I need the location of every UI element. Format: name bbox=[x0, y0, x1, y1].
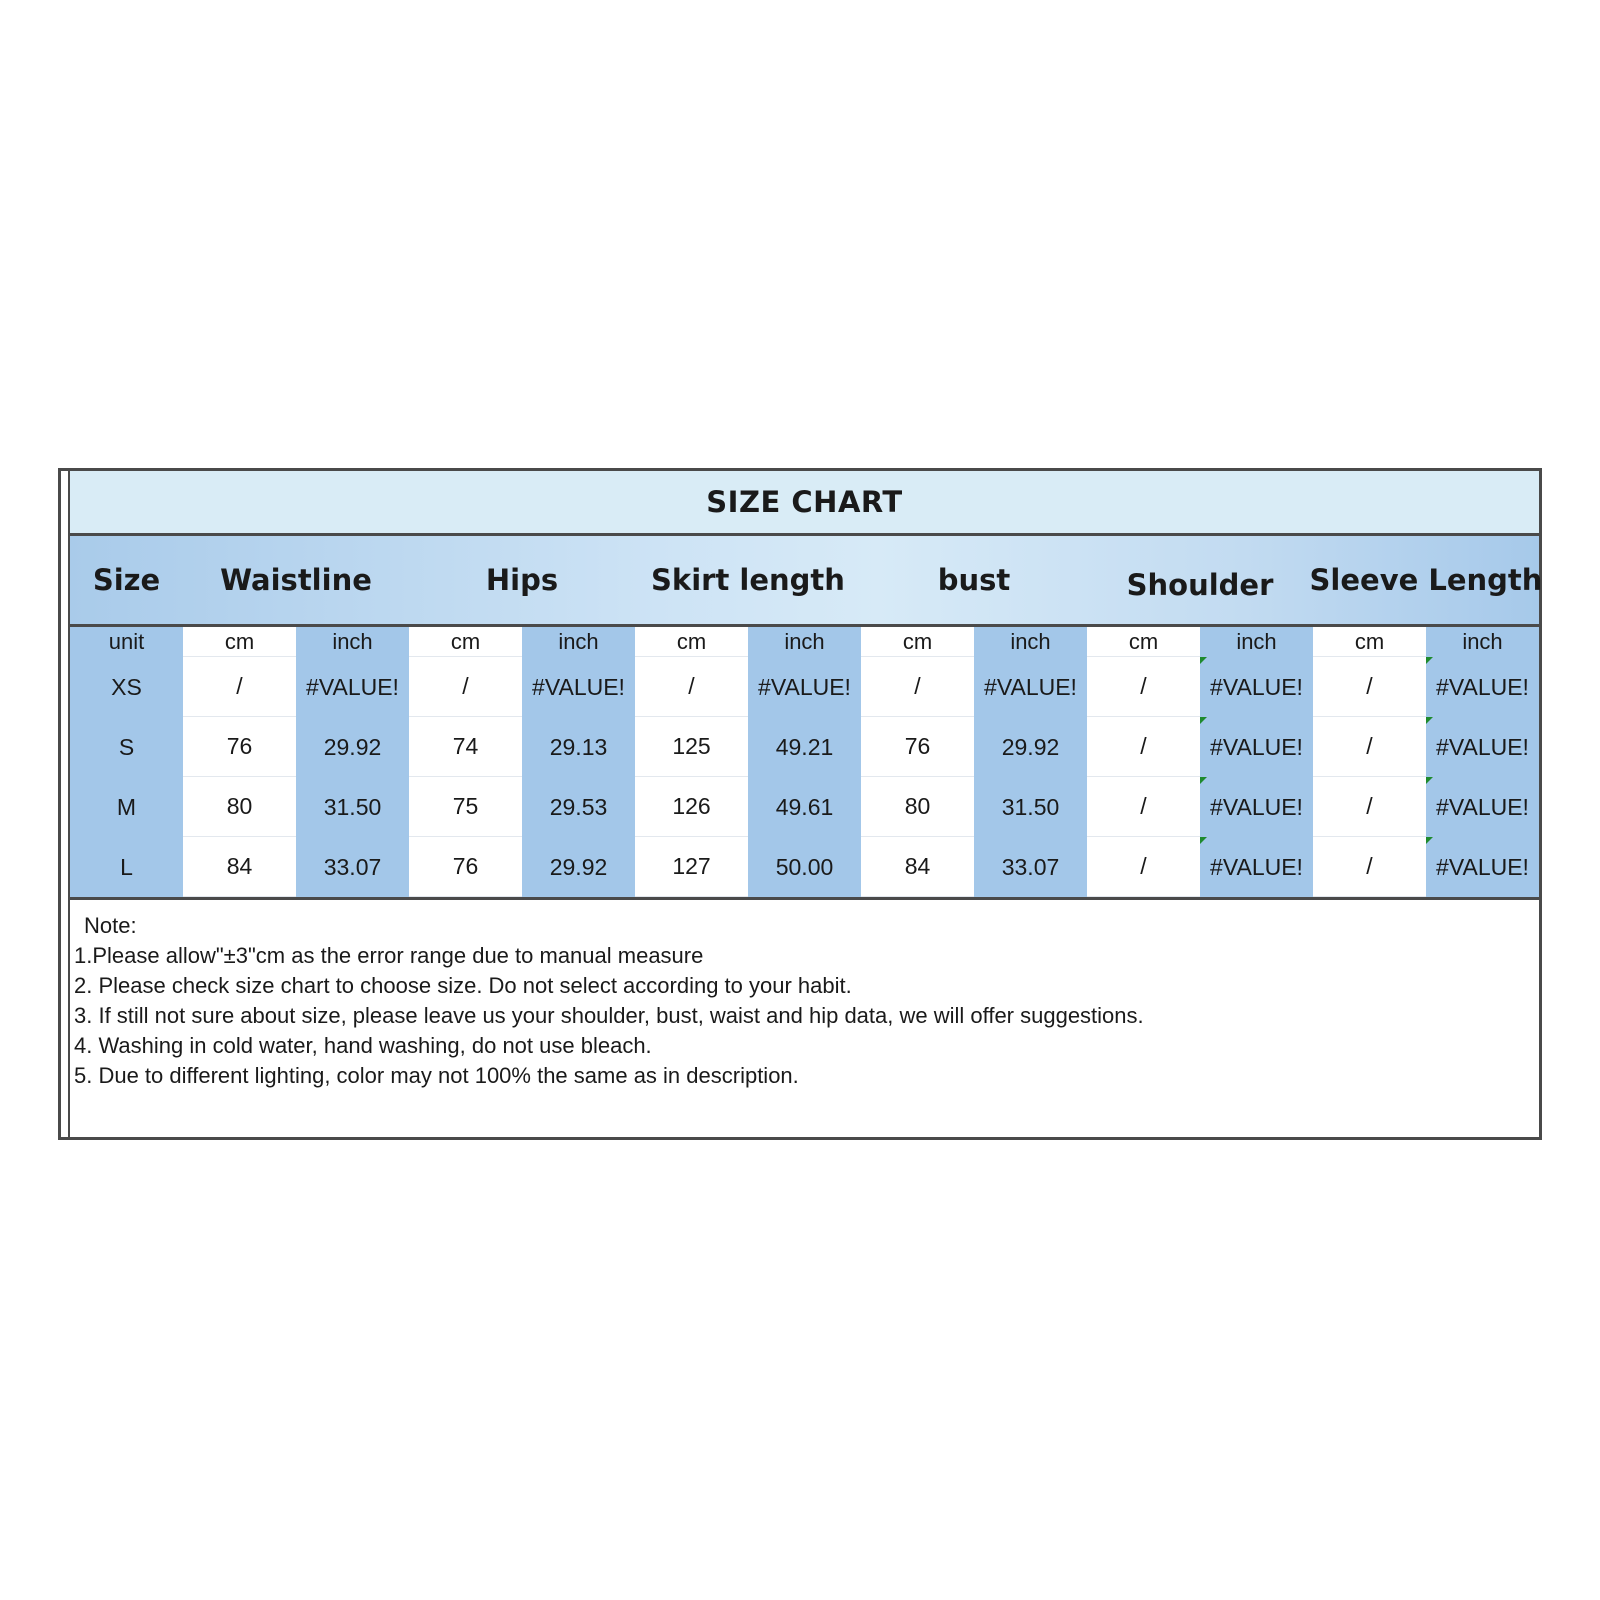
measurement-cell: 126 bbox=[635, 777, 748, 837]
note-line: 2. Please check size chart to choose size. Do not select according to your habit. bbox=[74, 973, 852, 998]
measurement-cell: 29.53 bbox=[522, 777, 635, 837]
measurement-cell: #VALUE! bbox=[1200, 777, 1313, 837]
measurement-cell: #VALUE! bbox=[974, 657, 1087, 717]
measurement-cell: 74 bbox=[409, 717, 522, 777]
measurement-cell: #VALUE! bbox=[1426, 717, 1539, 777]
measurement-cell: / bbox=[1087, 777, 1200, 837]
header-waistline: Waistline bbox=[220, 563, 372, 597]
header-hips: Hips bbox=[485, 563, 559, 597]
size-label: S bbox=[70, 717, 183, 777]
unit-cell: cm bbox=[1087, 627, 1200, 657]
header-sleeve-length: Sleeve Length bbox=[1309, 563, 1543, 597]
measurement-cell: / bbox=[1087, 657, 1200, 717]
measurement-cell: 80 bbox=[183, 777, 296, 837]
size-label: XS bbox=[70, 657, 183, 717]
measurement-cell: 80 bbox=[861, 777, 974, 837]
measurement-cell: #VALUE! bbox=[1200, 837, 1313, 897]
measurement-cell: #VALUE! bbox=[748, 657, 861, 717]
unit-cell: cm bbox=[635, 627, 748, 657]
measurement-cell: 29.92 bbox=[296, 717, 409, 777]
unit-cell: inch bbox=[748, 627, 861, 657]
measurement-cell: 50.00 bbox=[748, 837, 861, 897]
size-label: L bbox=[70, 837, 183, 897]
cell-marker-icon bbox=[1426, 837, 1433, 844]
unit-cell: cm bbox=[183, 627, 296, 657]
unit-cell: inch bbox=[296, 627, 409, 657]
cell-marker-icon bbox=[1426, 717, 1433, 724]
unit-cell: cm bbox=[409, 627, 522, 657]
unit-cell: inch bbox=[1200, 627, 1313, 657]
measurement-cell: / bbox=[1313, 657, 1426, 717]
header-row bbox=[70, 536, 1543, 627]
measurement-cell: #VALUE! bbox=[296, 657, 409, 717]
cell-marker-icon bbox=[1200, 777, 1207, 784]
size-chart-table bbox=[58, 468, 1542, 1140]
note-line: 3. If still not sure about size, please leave us your shoulder, bust, waist and hip data, we will offer suggestions. bbox=[74, 1003, 1144, 1028]
unit-cell: inch bbox=[1426, 627, 1539, 657]
size-chart-title: SIZE CHART bbox=[70, 471, 1539, 536]
measurement-cell: 76 bbox=[183, 717, 296, 777]
measurement-cell: / bbox=[183, 657, 296, 717]
measurement-cell: 29.13 bbox=[522, 717, 635, 777]
unit-label: unit bbox=[70, 627, 183, 657]
measurement-cell: 76 bbox=[861, 717, 974, 777]
unit-cell: cm bbox=[1313, 627, 1426, 657]
measurement-cell: 84 bbox=[183, 837, 296, 897]
note-line: 4. Washing in cold water, hand washing, do not use bleach. bbox=[74, 1033, 652, 1058]
measurement-cell: #VALUE! bbox=[522, 657, 635, 717]
measurement-cell: #VALUE! bbox=[1200, 717, 1313, 777]
measurement-cell: / bbox=[861, 657, 974, 717]
measurement-cell: / bbox=[409, 657, 522, 717]
measurement-cell: / bbox=[1313, 777, 1426, 837]
measurement-cell: 31.50 bbox=[974, 777, 1087, 837]
measurement-grid bbox=[70, 627, 1539, 900]
measurement-cell: #VALUE! bbox=[1200, 657, 1313, 717]
measurement-cell: 127 bbox=[635, 837, 748, 897]
measurement-cell: / bbox=[1087, 837, 1200, 897]
unit-cell: inch bbox=[522, 627, 635, 657]
cell-marker-icon bbox=[1426, 777, 1433, 784]
measurement-cell: / bbox=[1313, 717, 1426, 777]
measurement-cell: #VALUE! bbox=[1426, 837, 1539, 897]
measurement-cell: 31.50 bbox=[296, 777, 409, 837]
table-body bbox=[68, 471, 1543, 1137]
header-shoulder: Shoulder bbox=[1126, 568, 1274, 602]
measurement-cell: #VALUE! bbox=[1426, 777, 1539, 837]
measurement-cell: 49.21 bbox=[748, 717, 861, 777]
measurement-cell: 75 bbox=[409, 777, 522, 837]
notes-title: Note: bbox=[84, 913, 137, 938]
measurement-cell: #VALUE! bbox=[1426, 657, 1539, 717]
cell-marker-icon bbox=[1426, 657, 1433, 664]
unit-cell: inch bbox=[974, 627, 1087, 657]
header-bust: bust bbox=[937, 563, 1011, 597]
note-line: 1.Please allow"±3"cm as the error range due to manual measure bbox=[74, 943, 704, 968]
cell-marker-icon bbox=[1200, 657, 1207, 664]
measurement-cell: 84 bbox=[861, 837, 974, 897]
size-label: M bbox=[70, 777, 183, 837]
measurement-cell: / bbox=[1313, 837, 1426, 897]
header-skirt-length: Skirt length bbox=[651, 563, 845, 597]
measurement-cell: 33.07 bbox=[296, 837, 409, 897]
unit-cell: cm bbox=[861, 627, 974, 657]
measurement-cell: 29.92 bbox=[974, 717, 1087, 777]
cell-marker-icon bbox=[1200, 717, 1207, 724]
cell-marker-icon bbox=[1200, 837, 1207, 844]
notes-section bbox=[74, 911, 1529, 1091]
measurement-cell: / bbox=[1087, 717, 1200, 777]
measurement-cell: 29.92 bbox=[522, 837, 635, 897]
measurement-cell: 76 bbox=[409, 837, 522, 897]
header-size: Size bbox=[92, 563, 161, 597]
measurement-cell: 125 bbox=[635, 717, 748, 777]
note-line: 5. Due to different lighting, color may not 100% the same as in description. bbox=[74, 1063, 799, 1088]
measurement-cell: 49.61 bbox=[748, 777, 861, 837]
measurement-cell: 33.07 bbox=[974, 837, 1087, 897]
measurement-cell: / bbox=[635, 657, 748, 717]
